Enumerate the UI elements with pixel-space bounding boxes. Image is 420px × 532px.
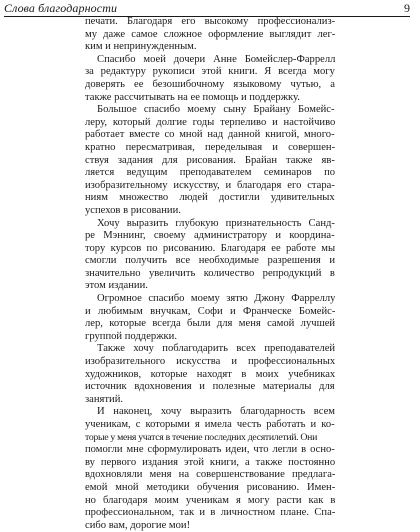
- text-line: И наконец, хочу выразить благодарность всем: [97, 406, 335, 418]
- text-line: профессиональном, так и в личностном плане. Спа-: [85, 507, 335, 519]
- running-header-title: Слова благодарности: [4, 1, 118, 15]
- text-line: группой поддержки.: [85, 330, 177, 342]
- text-line: печати. Благодаря его высокому профессионализ-: [85, 16, 335, 27]
- text-line: доверять ее безошибочному языковому чутью, а: [85, 78, 335, 90]
- body-text: [85, 16, 335, 532]
- text-line: за редактуру рукописи этой книги. Я всегда могу: [85, 66, 335, 78]
- text-line: ре Мэннинг, своему администратору и координа-: [85, 230, 335, 242]
- text-line: значительно увеличить количество репродукций в: [85, 267, 335, 279]
- paragraph: [85, 54, 335, 104]
- text-line: ниям множество людей достигли удивительных: [85, 192, 335, 204]
- text-line: леру, который долгие годы терпеливо и настойчиво: [85, 116, 335, 128]
- text-line: и любимым внучкам, Софи и Франческе Бомейс-: [85, 305, 335, 317]
- text-line: художников, которые находят в моих учебниках: [85, 368, 335, 380]
- text-line: ствуя задания для рисования. Брайан также яв-: [85, 154, 335, 166]
- text-line: му даже самое сложное оформление выглядит лег-: [85, 28, 335, 40]
- text-line: источник вдохновения и полезные материалы для: [85, 381, 335, 393]
- text-line: успехов в рисовании.: [85, 204, 181, 216]
- text-line: лер, которые всегда были для меня самой лучшей: [85, 318, 335, 330]
- text-line: сибо вам, дорогие мои!: [85, 519, 191, 531]
- text-line: смогли получить все необходимые разрешения и: [85, 255, 335, 267]
- paragraph: [85, 104, 335, 217]
- text-line: но благодаря моим ученикам я могу расти как в: [85, 494, 335, 506]
- text-line: Хочу выразить глубокую признательность Санд-: [97, 217, 335, 229]
- paragraph: [85, 16, 335, 54]
- text-line: ученикам, с которыми я имела честь работать и ко-: [85, 419, 335, 430]
- text-line: работает вместе со мной над данной книгой, много-: [85, 129, 335, 141]
- text-line: ким и непринужденным.: [85, 41, 197, 53]
- text-line: ляется ведущим преподавателем семинаров по: [85, 167, 335, 179]
- paragraph: [85, 343, 335, 406]
- text-line: также рассчитывать на ее помощь и поддержку.: [85, 91, 300, 103]
- text-line: Огромное спасибо моему зятю Джону Фарреллу: [97, 293, 335, 305]
- text-line: торые у меня учатся в течение последних десятилетий. Они: [85, 431, 317, 443]
- text-line: Большое спасибо моему сыну Брайану Бомейс-: [97, 104, 335, 116]
- text-line: вдохновляли меня на совершенствование предлага-: [85, 469, 335, 481]
- running-header: [4, 0, 410, 17]
- text-line: ву первого издания этой книги, а также постоянно: [85, 456, 335, 468]
- text-line: Спасибо моей дочери Анне Бомейслер-Фаррелл: [97, 53, 335, 65]
- text-line: этом издании.: [85, 280, 148, 292]
- paragraph: [85, 218, 335, 294]
- text-line: Также хочу поблагодарить всех преподавателей: [97, 343, 335, 355]
- paragraph: [85, 406, 335, 532]
- text-line: кратно пересматривая, переделывая и совершен-: [85, 141, 335, 153]
- text-line: тору курсов по рисованию. Благодаря ее работе мы: [85, 242, 335, 254]
- text-line: изобразительного искусства и профессиональных: [85, 356, 335, 368]
- text-line: емой мной методики обучения рисованию. Имен-: [85, 481, 335, 493]
- paragraph: [85, 293, 335, 343]
- text-line: помогли мне сформулировать идеи, что легли в осно-: [85, 444, 335, 456]
- text-line: изобразительному искусству, и благодаря его стара-: [85, 179, 335, 191]
- text-line: занятий.: [85, 393, 124, 405]
- page-number: 9: [404, 1, 410, 15]
